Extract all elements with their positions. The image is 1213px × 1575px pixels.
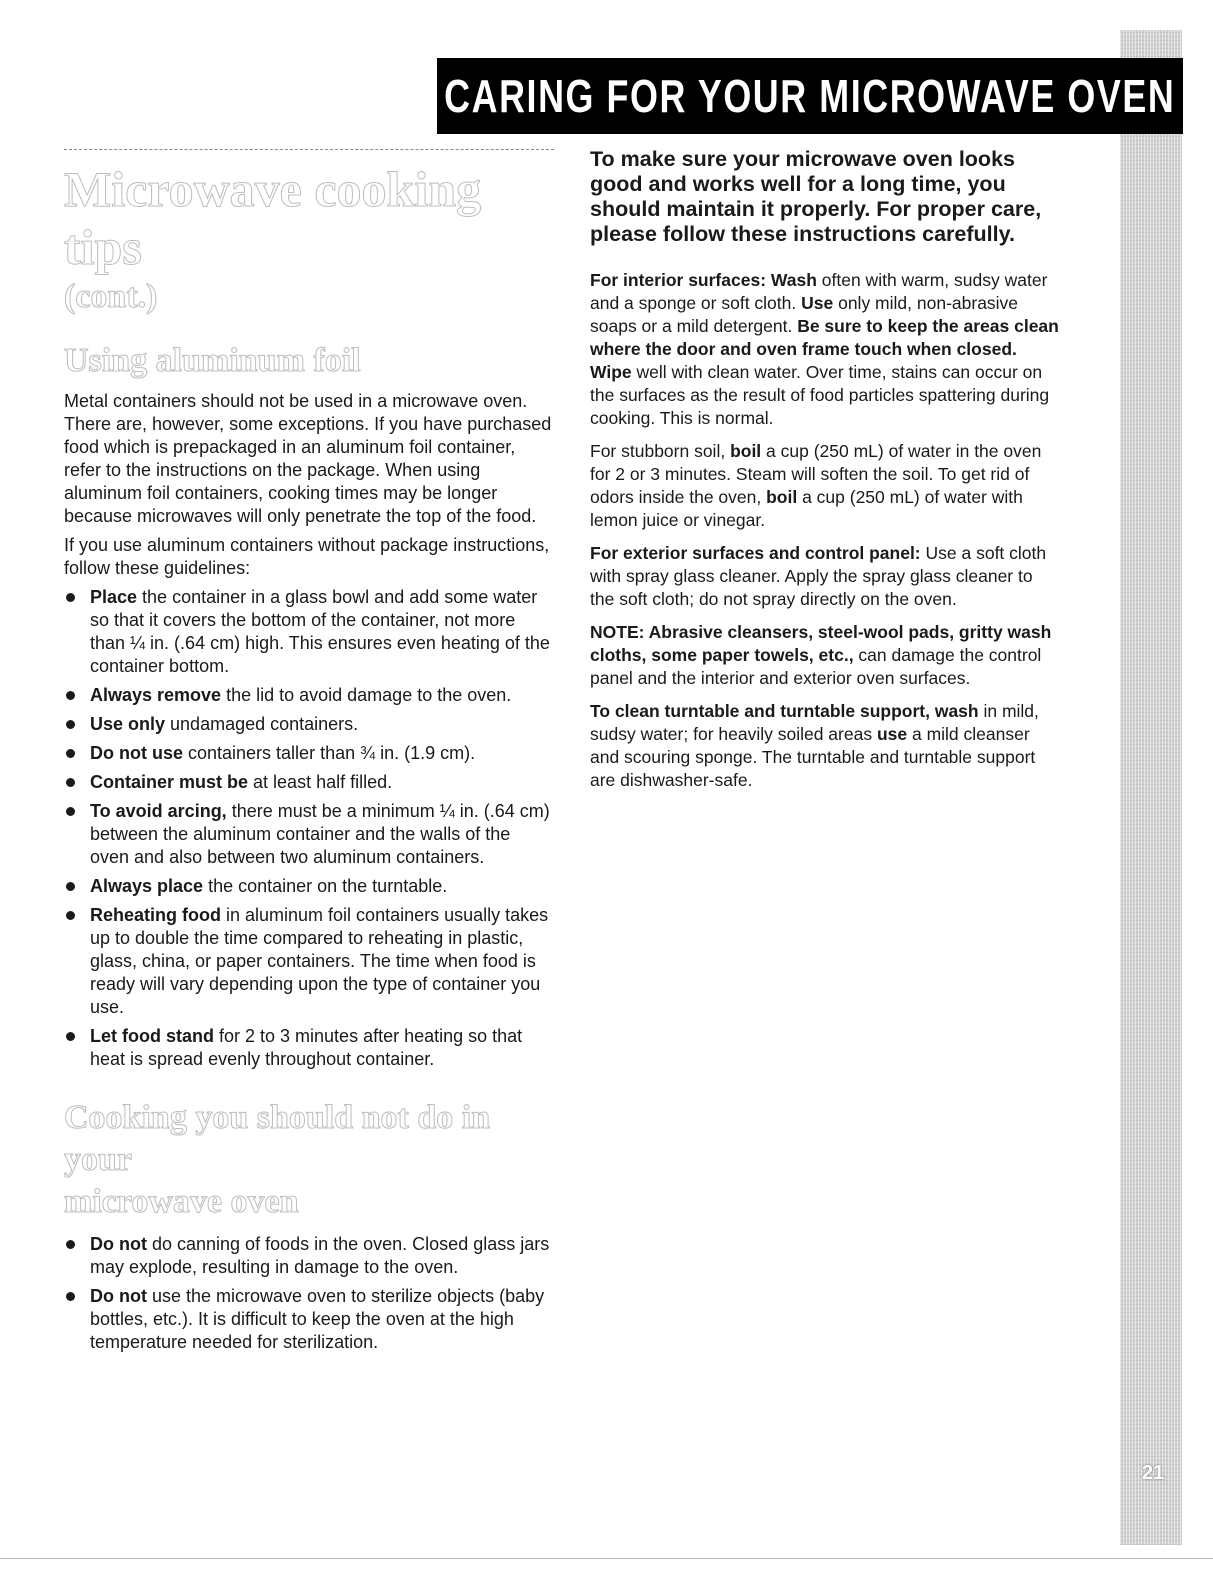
subsection-title-cooking-2: microwave oven — [64, 1183, 299, 1220]
list-item: Reheating food in aluminum foil containers usually takes up to double the time compared to reheating in plastic, glass, china, or paper containers. The time when food is ready will vary depending upon the type of container you use. — [64, 904, 554, 1019]
page-header-bar — [437, 58, 1183, 134]
foil-paragraph-1: Metal containers should not be used in a microwave oven. There are, however, some exceptions. If you have purchased food which is prepackaged in an aluminum foil container, refer to the instructions on the package. When using aluminum foil containers, cooking times may be longer because microwaves will only penetrate the top of the food. — [64, 391, 552, 526]
page-title: CARING FOR YOUR MICROWAVE OVEN — [444, 70, 1176, 122]
list-item: To avoid arcing, there must be a minimum ¼ in. (.64 cm) between the aluminum container and the walls of the oven and also between two aluminum containers. — [64, 800, 554, 869]
dashed-divider — [64, 149, 554, 150]
list-item: Container must be at least half filled. — [64, 771, 554, 794]
foil-guidelines-list — [64, 586, 554, 1071]
list-item: Do not use containers taller than ¾ in. (1.9 cm). — [64, 742, 554, 765]
section-title-cont: (cont.) — [64, 278, 158, 315]
bottom-rule — [0, 1558, 1213, 1559]
cooking-not-do-list — [64, 1233, 554, 1354]
left-column — [64, 160, 554, 1360]
list-item: Always remove the lid to avoid damage to the oven. — [64, 684, 554, 707]
list-item: Let food stand for 2 to 3 minutes after heating so that heat is spread evenly throughout container. — [64, 1025, 554, 1071]
exterior-paragraph: For exterior surfaces and control panel: Use a soft cloth with spray glass cleaner. Apply the spray glass cleaner to the soft cloth; do not spray directly on the oven. — [590, 543, 1047, 609]
list-item: Do not use the microwave oven to sterilize objects (baby bottles, etc.). It is difficult to keep the oven at the high temperature needed for sterilization. — [64, 1285, 554, 1354]
subsection-title-foil: Using aluminum foil — [64, 342, 361, 379]
foil-paragraph-2: If you use aluminum containers without package instructions, follow these guidelines: — [64, 535, 550, 578]
subsection-title-cooking: Cooking you should not do in your — [64, 1099, 491, 1178]
stubborn-soil-paragraph: For stubborn soil, boil a cup (250 mL) of water in the oven for 2 or 3 minutes. Steam will soften the soil. To get rid of odors inside the oven, boil a cup (250 mL) of water with lemon juice or vinegar. — [590, 441, 1042, 530]
section-title: Microwave cooking tips — [64, 161, 482, 275]
list-item: Use only undamaged containers. — [64, 713, 554, 736]
decorative-side-strip — [1120, 30, 1182, 1545]
interior-paragraph: For interior surfaces: Wash often with warm, sudsy water and a sponge or soft cloth. Use only mild, non-abrasive soaps or a mild detergent. Be sure to keep the areas clean where the door and oven frame touch when closed. Wipe well with clean water. Over time, stains can occur on the surfaces as the result of food particles spattering during cooking. This is normal. — [590, 270, 1059, 428]
list-item: Place the container in a glass bowl and add some water so that it covers the bottom of the container, not more than ¼ in. (.64 cm) high. This ensures even heating of the container bottom. — [64, 586, 554, 678]
list-item: Do not do canning of foods in the oven. Closed glass jars may explode, resulting in damage to the oven. — [64, 1233, 554, 1279]
page-number: 21 — [1142, 1462, 1165, 1484]
note-paragraph: NOTE: Abrasive cleansers, steel-wool pads, gritty wash cloths, some paper towels, etc., can damage the control panel and the interior and exterior oven surfaces. — [590, 622, 1052, 688]
right-column — [590, 147, 1060, 802]
turntable-paragraph: To clean turntable and turntable support, wash in mild, sudsy water; for heavily soiled areas use a mild cleanser and scouring sponge. The turntable and turntable support are dishwasher-safe. — [590, 701, 1039, 790]
list-item: Always place the container on the turntable. — [64, 875, 554, 898]
intro-paragraph: To make sure your microwave oven looks good and works well for a long time, you should maintain it properly. For proper care, please follow these instructions carefully. — [590, 147, 1042, 246]
